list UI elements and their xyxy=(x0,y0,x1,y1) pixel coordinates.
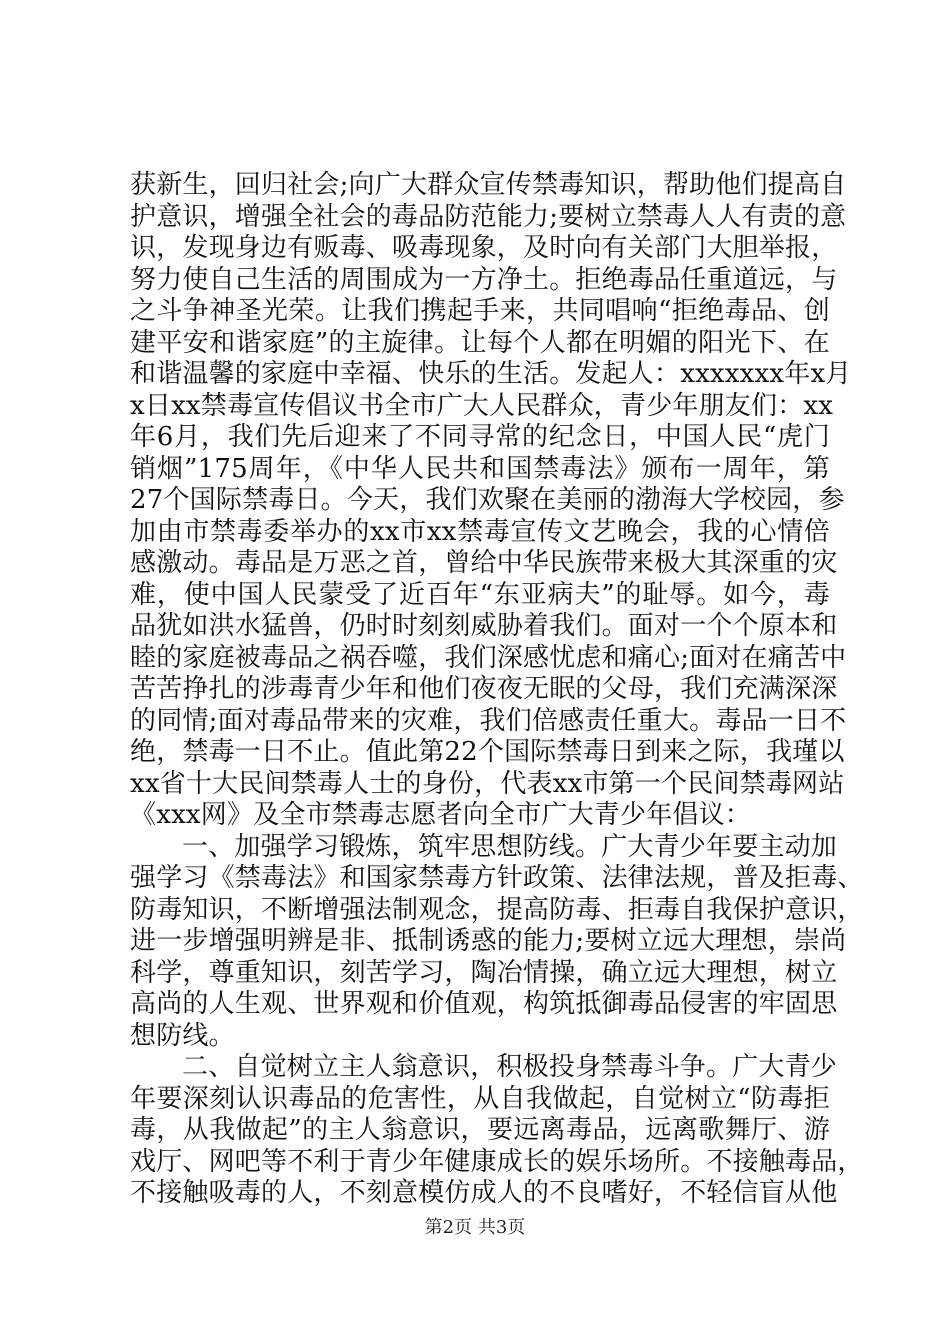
text-line: 想防线。 xyxy=(130,1020,235,1051)
text-line: 之斗争神圣光荣。让我们携起手来，共同唱响“拒绝毒品、创 xyxy=(130,296,830,326)
text-line: 苦苦挣扎的涉毒青少年和他们夜夜无眠的父母，我们充满深深 xyxy=(130,674,838,704)
text-line: 《xxx网》及全市禁毒志愿者向全市广大青少年倡议： xyxy=(130,800,751,830)
text-line: x日xx禁毒宣传倡议书全市广大人民群众，青少年朋友们：xx xyxy=(130,390,834,421)
text-line: 加由市禁毒委举办的xx市xx禁毒宣传文艺晚会，我的心情倍 xyxy=(130,516,830,547)
text-line: 睦的家庭被毒品之祸吞噬，我们深感忧虑和痛心;面对在痛苦中 xyxy=(130,642,847,673)
text-line: 年要深刻认识毒品的危害性，从自我做起，自觉树立“防毒拒 xyxy=(130,1083,830,1114)
text-line: 的同情;面对毒品带来的灾难，我们倍感责任重大。毒品一日不 xyxy=(130,705,847,736)
document-body xyxy=(130,170,864,1210)
paragraph-first-line: 一、加强学习锻炼，筑牢思想防线。广大青少年要主动加 xyxy=(182,831,838,862)
text-line: 和谐温馨的家庭中幸福、快乐的生活。发起人：xxxxxxx年x月 xyxy=(130,359,852,389)
text-line: 绝，禁毒一日不止。值此第22个国际禁毒日到来之际，我瑾以 xyxy=(130,737,845,767)
text-line: 毒，从我做起”的主人翁意识，要远离毒品，远离歌舞厅、游 xyxy=(130,1115,830,1145)
text-line: 年6月，我们先后迎来了不同寻常的纪念日，中国人民“虎门 xyxy=(130,422,830,452)
text-line: 销烟”175周年，《中华人民共和国禁毒法》颁布一周年，第 xyxy=(130,453,830,484)
text-line: 戏厅、网吧等不利于青少年健康成长的娱乐场所。不接触毒品， xyxy=(130,1146,864,1177)
text-line: 护意识，增强全社会的毒品防范能力;要树立禁毒人人有责的意 xyxy=(130,201,847,232)
text-line: 防毒知识，不断增强法制观念，提高防毒、拒毒自我保护意识， xyxy=(130,894,864,925)
text-line: 27个国际禁毒日。今天，我们欢聚在美丽的渤海大学校园，参 xyxy=(130,485,845,515)
paragraph-first-line: 二、自觉树立主人翁意识，积极投身禁毒斗争。广大青少 xyxy=(182,1052,838,1082)
text-line: 识，发现身边有贩毒、吸毒现象，及时向有关部门大胆举报， xyxy=(130,233,838,263)
text-line: 建平安和谐家庭”的主旋律。让每个人都在明媚的阳光下、在 xyxy=(130,327,830,358)
text-line: 进一步增强明辨是非、抵制诱惑的能力;要树立远大理想，崇尚 xyxy=(130,926,847,956)
text-line: 获新生，回归社会;向广大群众宣传禁毒知识，帮助他们提高自 xyxy=(130,170,847,200)
text-line: 科学，尊重知识，刻苦学习，陶冶情操，确立远大理想，树立 xyxy=(130,957,838,988)
text-line: 不接触吸毒的人，不刻意模仿成人的不良嗜好，不轻信盲从他 xyxy=(130,1178,838,1208)
text-line: xx省十大民间禁毒人士的身份，代表xx市第一个民间禁毒网站 xyxy=(130,768,845,799)
text-line: 强学习《禁毒法》和国家禁毒方针政策、法律法规，普及拒毒、 xyxy=(130,863,864,893)
text-line: 感激动。毒品是万恶之首，曾给中华民族带来极大其深重的灾 xyxy=(130,548,838,578)
text-line: 难，使中国人民蒙受了近百年“东亚病夫”的耻辱。如今，毒 xyxy=(130,579,830,610)
page-number-footer: 第2页 共3页 xyxy=(424,1217,526,1238)
text-line: 高尚的人生观、世界观和价值观，构筑抵御毒品侵害的牢固思 xyxy=(130,989,838,1019)
text-line: 品犹如洪水猛兽，仍时时刻刻威胁着我们。面对一个个原本和 xyxy=(130,611,838,641)
text-line: 努力使自己生活的周围成为一方净土。拒绝毒品任重道远，与 xyxy=(130,264,838,295)
